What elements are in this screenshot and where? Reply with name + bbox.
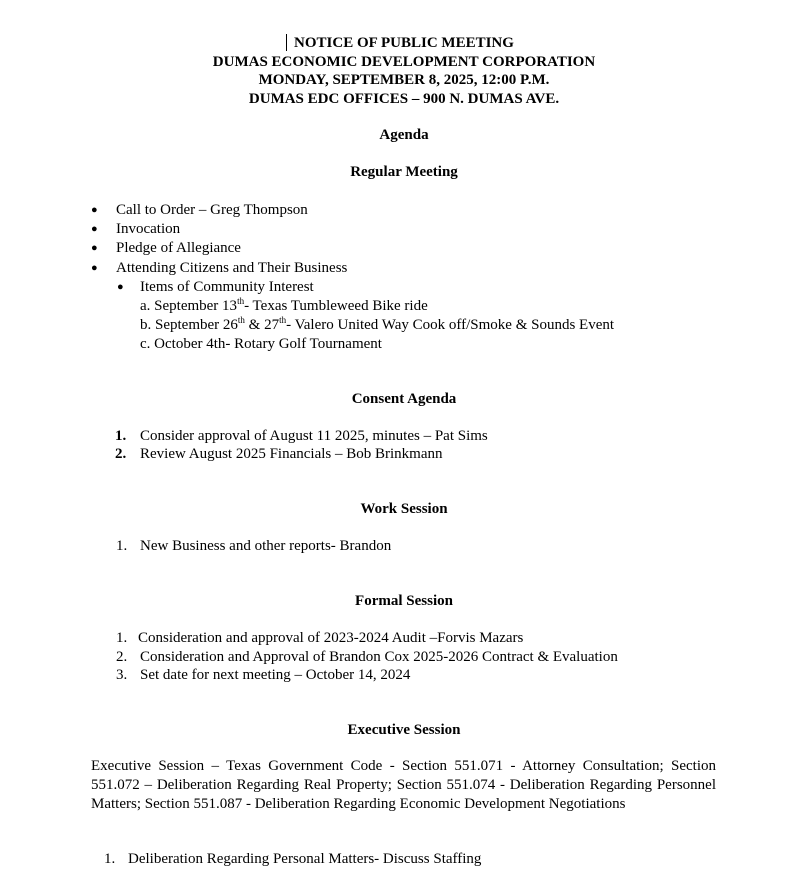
list-item: Deliberation Regarding Personal Matters- Discuss Staffing: [128, 851, 482, 867]
agenda-heading: Agenda: [379, 127, 429, 143]
list-item: Set date for next meeting – October 14, 2024: [140, 667, 411, 683]
ordinal-suffix: th: [237, 296, 245, 306]
ordinal-suffix: th: [279, 315, 287, 325]
list-item: Call to Order – Greg Thompson: [116, 202, 308, 218]
list-item: Invocation: [116, 221, 181, 237]
list-item: Consideration and Approval of Brandon Cox 2025-2026 Contract & Evaluation: [140, 649, 618, 665]
bullet-icon: ●: [91, 204, 98, 216]
list-item: Attending Citizens and Their Business: [116, 260, 348, 276]
list-number: 1.: [115, 428, 127, 444]
event-item-c: c. October 4th- Rotary Golf Tournament: [140, 336, 382, 352]
ordinal-suffix: th: [237, 315, 245, 325]
bullet-icon: ●: [91, 242, 98, 254]
consent-agenda-heading: Consent Agenda: [351, 391, 457, 407]
meeting-location: DUMAS EDC OFFICES – 900 N. DUMAS AVE.: [248, 91, 560, 107]
bullet-icon: ●: [91, 223, 98, 235]
event-b-mid: & 27: [244, 317, 280, 333]
list-item: Consideration and approval of 2023-2024 Audit –Forvis Mazars: [138, 630, 524, 646]
list-number: 2.: [115, 446, 127, 462]
event-a-rest: - Texas Tumbleweed Bike ride: [244, 298, 428, 314]
formal-session-heading: Formal Session: [355, 593, 453, 609]
bullet-icon: ●: [117, 281, 124, 293]
meeting-date: MONDAY, SEPTEMBER 8, 2025, 12:00 P.M.: [258, 72, 550, 88]
event-item-b: [140, 316, 614, 335]
event-item-a: [140, 297, 428, 316]
regular-meeting-heading: Regular Meeting: [350, 164, 458, 180]
list-number: 2.: [116, 649, 128, 665]
event-b-rest: - Valero United Way Cook off/Smoke & Sounds Event: [286, 317, 615, 333]
executive-session-paragraph: Executive Session – Texas Government Code - Section 551.071 - Attorney Consultation; Section 551.072 – Deliberation Regarding Real Property; Section 551.074 - Deliberation Regarding Personnel Matters; Section 551.087 - Deliberation Regarding Economic Development Negotiations: [91, 758, 716, 812]
sub-list-item: Items of Community Interest: [140, 279, 314, 295]
notice-title: NOTICE OF PUBLIC MEETING: [294, 35, 514, 51]
executive-session-heading: Executive Session: [347, 722, 461, 738]
list-number: 1.: [104, 851, 116, 867]
list-item: New Business and other reports- Brandon: [140, 538, 392, 554]
bullet-icon: ●: [91, 262, 98, 274]
list-item: Review August 2025 Financials – Bob Brinkmann: [140, 446, 443, 462]
list-number: 3.: [116, 667, 128, 683]
work-session-heading: Work Session: [360, 501, 448, 517]
list-number: 1.: [116, 630, 128, 646]
list-item: Consider approval of August 11 2025, minutes – Pat Sims: [140, 428, 488, 444]
organization-name: DUMAS ECONOMIC DEVELOPMENT CORPORATION: [212, 54, 596, 70]
list-item: Pledge of Allegiance: [116, 240, 241, 256]
list-number: 1.: [116, 538, 128, 554]
event-a-prefix: a. September 13: [140, 298, 238, 314]
event-b-prefix: b. September 26: [140, 317, 238, 333]
